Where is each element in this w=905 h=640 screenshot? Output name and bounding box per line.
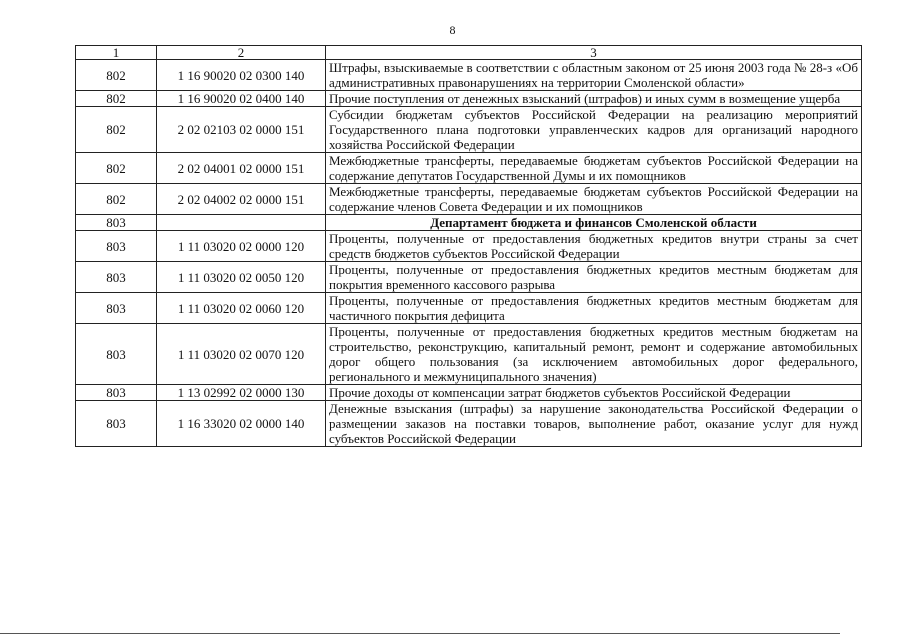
table-row [76,60,862,91]
admin-code-cell: 803 [76,215,157,231]
table-row [76,324,862,385]
revenue-code-cell [157,215,326,231]
header-col-1: 1 [76,46,157,60]
revenue-name-cell: Субсидии бюджетам субъектов Российской Федерации на реализацию мероприятий Государственного плана подготовки управленческих кадров для организаций народного хозяйства Российской Федерации [326,107,862,153]
revenue-name-cell: Межбюджетные трансферты, передаваемые бюджетам субъектов Российской Федерации на содержание депутатов Государственной Думы и их помощников [326,153,862,184]
table-header-row [76,46,862,60]
revenue-name-cell: Межбюджетные трансферты, передаваемые бюджетам субъектов Российской Федерации на содержание членов Совета Федерации и их помощников [326,184,862,215]
header-col-3: 3 [326,46,862,60]
admin-code-cell: 803 [76,401,157,447]
revenue-name-cell: Денежные взыскания (штрафы) за нарушение законодательства Российской Федерации о размещении заказов на поставки товаров, выполнение работ, оказание услуг для нужд субъектов Российской Федерации [326,401,862,447]
revenue-code-cell: 2 02 02103 02 0000 151 [157,107,326,153]
table-row [76,91,862,107]
table-body [76,46,862,447]
revenue-code-cell: 1 11 03020 02 0070 120 [157,324,326,385]
revenue-code-cell: 1 11 03020 02 0000 120 [157,231,326,262]
admin-code-cell: 803 [76,262,157,293]
revenue-code-cell: 1 16 90020 02 0300 140 [157,60,326,91]
page-number: 8 [449,23,456,37]
admin-code-cell: 803 [76,324,157,385]
table-row [76,262,862,293]
table-row [76,153,862,184]
revenue-name-cell: Проценты, полученные от предоставления бюджетных кредитов внутри страны за счет средств бюджетов субъектов Российской Федерации [326,231,862,262]
table-row [76,293,862,324]
revenue-code-cell: 1 16 33020 02 0000 140 [157,401,326,447]
table-row [76,385,862,401]
revenue-code-cell: 1 11 03020 02 0060 120 [157,293,326,324]
admin-code-cell: 802 [76,153,157,184]
revenue-code-cell: 1 13 02992 02 0000 130 [157,385,326,401]
admin-code-cell: 802 [76,184,157,215]
revenue-name-cell: Прочие поступления от денежных взысканий (штрафов) и иных сумм в возмещение ущерба [326,91,862,107]
table-row [76,184,862,215]
revenue-name-cell: Проценты, полученные от предоставления бюджетных кредитов местным бюджетам на строительство, реконструкцию, капитальный ремонт, ремонт и содержание автомобильных дорог общего пользования (за исключением автомобильных дорог федерального, регионального и межмуниципального значения) [326,324,862,385]
revenue-name-cell: Штрафы, взыскиваемые в соответствии с областным законом от 25 июня 2003 года № 28-з «Об административных правонарушениях на территории Смоленской области» [326,60,862,91]
revenue-code-cell: 1 11 03020 02 0050 120 [157,262,326,293]
table-row [76,231,862,262]
admin-code-cell: 802 [76,91,157,107]
admin-code-cell: 803 [76,231,157,262]
admin-code-cell: 803 [76,293,157,324]
admin-code-cell: 802 [76,60,157,91]
revenue-code-cell: 1 16 90020 02 0400 140 [157,91,326,107]
revenue-code-cell: 2 02 04001 02 0000 151 [157,153,326,184]
revenue-name-cell: Прочие доходы от компенсации затрат бюджетов субъектов Российской Федерации [326,385,862,401]
section-title-cell: Департамент бюджета и финансов Смоленской области [326,215,862,231]
section-row [76,215,862,231]
revenue-code-cell: 2 02 04002 02 0000 151 [157,184,326,215]
table-row [76,401,862,447]
revenue-name-cell: Проценты, полученные от предоставления бюджетных кредитов местным бюджетам для частичного покрытия дефицита [326,293,862,324]
admin-code-cell: 803 [76,385,157,401]
bottom-rule [0,633,840,634]
admin-code-cell: 802 [76,107,157,153]
header-col-2: 2 [157,46,326,60]
table-row [76,107,862,153]
revenue-codes-table [75,45,862,447]
revenue-name-cell: Проценты, полученные от предоставления бюджетных кредитов местным бюджетам для покрытия временного кассового разрыва [326,262,862,293]
